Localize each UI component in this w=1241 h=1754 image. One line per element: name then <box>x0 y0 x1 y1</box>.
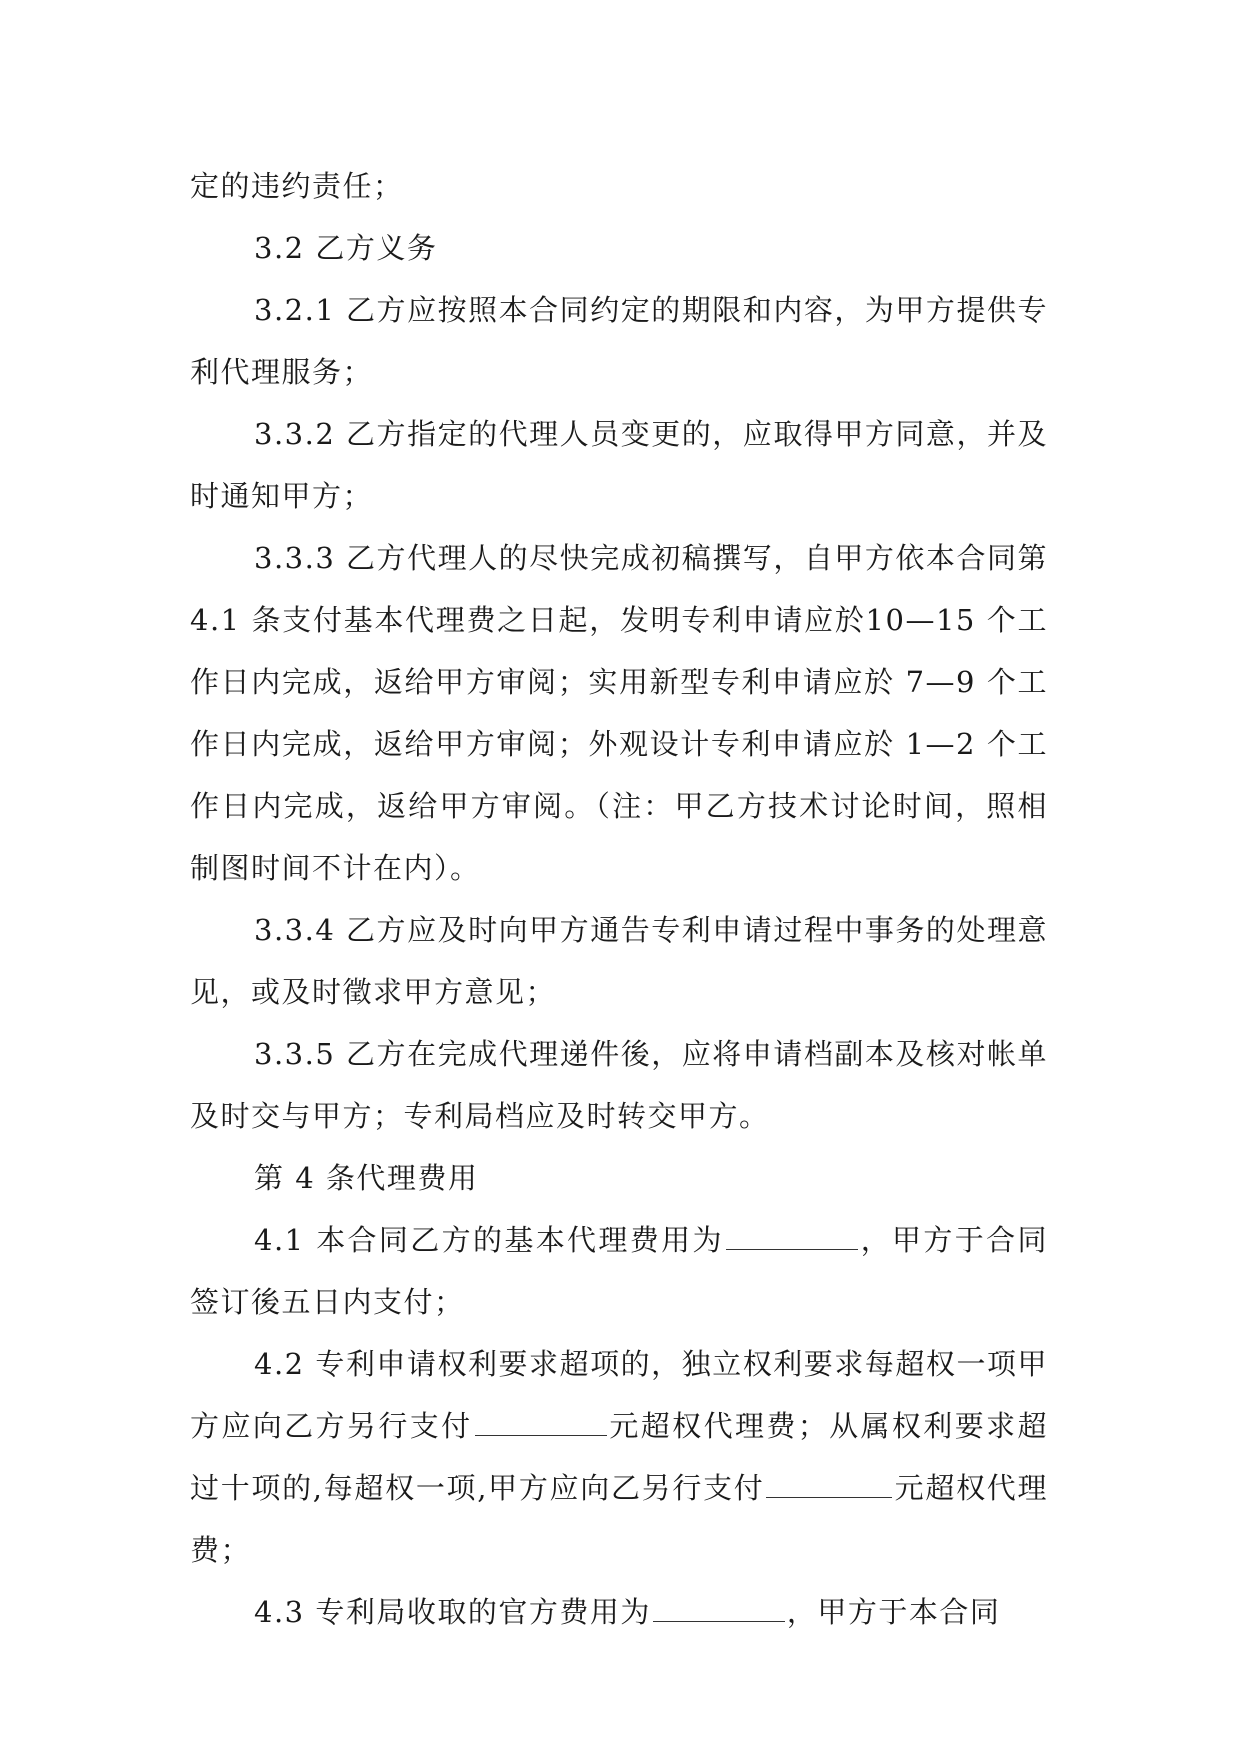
document-body <box>190 155 1048 1643</box>
clause-3-3-2: 3.3.2 乙方指定的代理人员变更的，应取得甲方同意，并及时通知甲方； <box>190 417 1048 513</box>
clause-4-3 <box>190 1581 1048 1643</box>
dependent-claim-fee-blank[interactable] <box>766 1461 892 1498</box>
clause-4-3-text-before: 4.3 专利局收取的官方费用为 <box>254 1595 651 1629</box>
independent-claim-fee-blank[interactable] <box>475 1399 607 1436</box>
clause-4-1-text-before: 4.1 本合同乙方的基本代理费用为 <box>254 1223 724 1257</box>
paragraph-breach-liability-tail: 定的违约责任； <box>190 169 404 203</box>
official-fee-blank[interactable] <box>653 1585 785 1622</box>
clause-4-1-text-after: ，甲方于合同签订後五日内支付； <box>190 1223 1048 1319</box>
heading-article-4-agency-fees: 第 4 条代理费用 <box>254 1161 479 1195</box>
clause-4-2-text-before: 4.2 专利申请权利要求超项的，独立权利要求每超权一项甲方应向乙方另行支付 <box>190 1347 1048 1443</box>
clause-3-3-4: 3.3.4 乙方应及时向甲方通告专利申请过程中事务的处理意见，或及时徵求甲方意见； <box>190 913 1048 1009</box>
clause-3-2-1: 3.2.1 乙方应按照本合同约定的期限和内容，为甲方提供专利代理服务； <box>190 293 1048 389</box>
clause-3-3-3: 3.3.3 乙方代理人的尽快完成初稿撰写，自甲方依本合同第 4.1 条支付基本代理费之日起，发明专利申请应於10—15 个工作日内完成，返给甲方审阅；实用新型专利申请应於 7—9 个工作日内完成，返给甲方审阅；外观设计专利申请应於 1—2 个工作日内完成，返给甲方审阅。（注：甲乙方技术讨论时间，照相制图时间不计在内）。 <box>190 541 1048 885</box>
clause-4-2 <box>190 1333 1048 1581</box>
clause-4-3-text-after: ，甲方于本合同 <box>786 1595 1001 1629</box>
clause-4-2-text-mid: 元超权代理费；从属权利要求超过十项的,每超权一项,甲方应向乙另行支付 <box>190 1409 1048 1505</box>
clause-3-3-5: 3.3.5 乙方在完成代理递件後，应将申请档副本及核对帐单及时交与甲方；专利局档应及时转交甲方。 <box>190 1037 1048 1133</box>
basic-fee-blank[interactable] <box>726 1213 858 1250</box>
clause-4-2-text-after: 元超权代理费； <box>190 1471 1048 1567</box>
clause-4-1 <box>190 1209 1048 1333</box>
heading-3-2-party-b-obligations: 3.2 乙方义务 <box>254 231 438 265</box>
